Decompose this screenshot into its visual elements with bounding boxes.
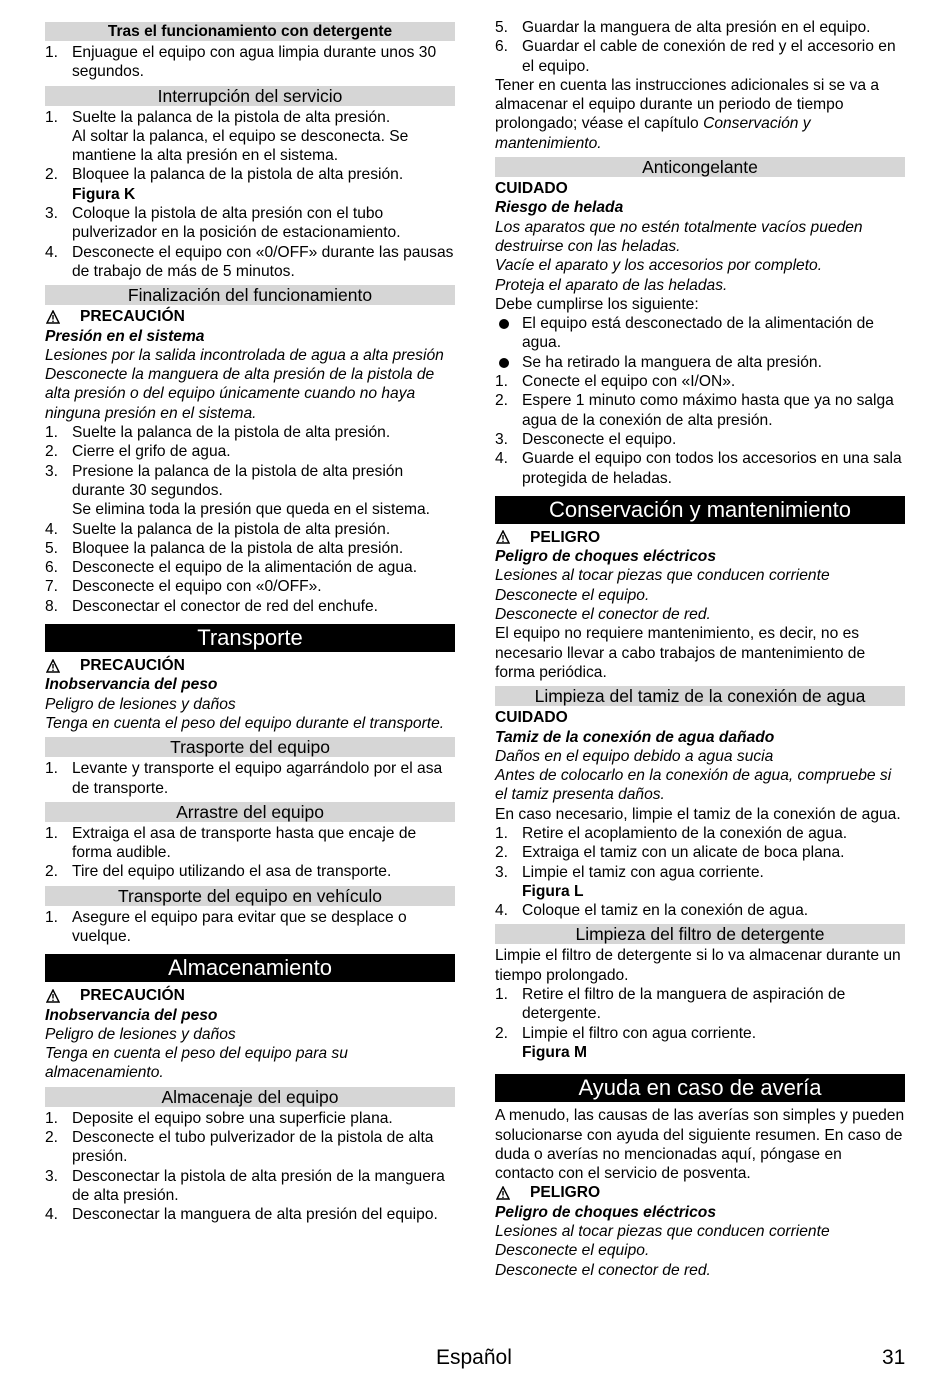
section-heading-transport-equipment: Trasporte del equipo (45, 737, 455, 757)
bullet-item (495, 314, 905, 353)
list-number: 8. (45, 597, 59, 615)
list-text: Limpie el tamiz con agua corriente. (522, 863, 764, 881)
bullet-text: El equipo está desconectado de la alimentación de agua. (522, 315, 874, 352)
list-item (495, 37, 905, 76)
list-item (45, 908, 455, 947)
list-item (495, 449, 905, 488)
list-item (45, 243, 455, 282)
list-item (45, 442, 455, 461)
list-text: Bloquee la palanca de la pistola de alta presión. (72, 166, 404, 184)
chapter-heading-maintenance: Conservación y mantenimiento (495, 496, 905, 524)
paragraph-text: A menudo, las causas de las averías son simples y pueden solucionarse con ayuda del siguiente resumen. En caso de duda o averías no mencionadas aquí, póngase en contacto con el servicio de posventa. (495, 1107, 905, 1183)
list-storage-continued (495, 18, 905, 76)
list-item (495, 372, 905, 391)
list-text: Desconecte el equipo. (522, 430, 677, 448)
list-text: Guardar el cable de conexión de red y el accesorio en el equipo. (522, 38, 896, 75)
warning-triangle-icon (496, 1186, 510, 1200)
hazard-text: Peligro de lesiones y daños (45, 695, 236, 713)
list-item (45, 423, 455, 442)
warning-triangle-icon (46, 659, 60, 673)
list-item (45, 759, 455, 798)
list-number: 3. (495, 430, 509, 448)
hazard-text: Desconecte el conector de red. (495, 1261, 711, 1279)
hazard-title: Riesgo de helada (495, 199, 624, 217)
hazard-title: Tamiz de la conexión de agua dañado (495, 728, 775, 746)
list-item (495, 863, 905, 902)
list-text: Guardar la manguera de alta presión en el equipo. (522, 19, 871, 36)
list-text: Desconectar la manguera de alta presión del equipo. (72, 1206, 438, 1224)
hazard-text: Daños en el equipo debido a agua sucia (495, 747, 774, 765)
list-item (45, 862, 455, 881)
hazard-title: Presión en el sistema (45, 327, 205, 345)
section-heading-sieve: Limpieza del tamiz de la conexión de agua (495, 686, 905, 706)
list-item (45, 165, 455, 204)
paragraph-storage-note (495, 76, 905, 153)
warning-word: PRECAUCIÓN (80, 987, 185, 1005)
hazard-text: Lesiones al tocar piezas que conducen corriente (495, 567, 830, 585)
list-text: Retire el filtro de la manguera de aspiración de detergente. (522, 986, 846, 1023)
bullet-dot-icon (499, 358, 509, 368)
list-text: Espere 1 minuto como máximo hasta que ya no salga agua de la conexión de alta presión. (522, 392, 894, 429)
list-text: Guarde el equipo con todos los accesorios en una sala protegida de heladas. (522, 450, 902, 487)
list-item (45, 43, 455, 82)
list-number: 7. (45, 578, 59, 596)
list-item (45, 824, 455, 863)
list-text: Desconecte el equipo con «0/OFF». (72, 578, 322, 596)
list-item (495, 430, 905, 449)
warning-word: CUIDADO (495, 709, 568, 727)
section-heading-detergent: Tras el funcionamiento con detergente (45, 22, 455, 41)
list-vehicle (45, 908, 455, 947)
warning-label (45, 986, 455, 1005)
warning-triangle-icon (46, 989, 60, 1003)
list-text: Asegure el equipo para evitar que se desplace o vuelque. (72, 908, 407, 945)
list-text: Desconecte el equipo de la alimentación de agua. (72, 559, 418, 577)
paragraph-text: El equipo no requiere mantenimiento, es decir, no es necesario llevar a cabo trabajos de mantenimiento de forma periódica. (495, 625, 866, 681)
list-number: 2. (495, 1024, 509, 1042)
figure-reference: Figura K (72, 185, 136, 203)
paragraph-text: En caso necesario, limpie el tamiz de la conexión de agua. (495, 805, 901, 823)
list-finish (45, 423, 455, 616)
section-heading-finish: Finalización del funcionamiento (45, 285, 455, 305)
hazard-title: Peligro de choques eléctricos (495, 548, 716, 566)
list-number: 2. (45, 443, 59, 461)
footer-language: Español (436, 1346, 512, 1369)
paragraph-text: Tener en cuenta las instrucciones adicionales si se va a almacenar el equipo durante un periodo de tiempo prolongado; véase el capítulo (495, 76, 879, 133)
hazard-text: Proteja el aparato de las heladas. (495, 276, 728, 294)
bullet-list-antifreeze (495, 314, 905, 372)
list-item (495, 985, 905, 1024)
section-heading-storage-equipment: Almacenaje del equipo (45, 1087, 455, 1107)
list-number: 4. (45, 1206, 59, 1224)
section-heading-filter: Limpieza del filtro de detergente (495, 924, 905, 944)
bullet-item (495, 353, 905, 372)
list-number: 4. (495, 902, 509, 920)
left-column (45, 18, 455, 1225)
list-number: 1. (495, 373, 509, 391)
list-storage-equipment (45, 1109, 455, 1225)
list-item (45, 1167, 455, 1206)
right-column (495, 18, 905, 1280)
list-item (495, 824, 905, 843)
list-number: 2. (45, 1129, 59, 1147)
list-transport-equipment (45, 759, 455, 798)
hazard-text: Antes de colocarlo en la conexión de agua, compruebe si el tamiz presenta daños. (495, 767, 892, 804)
list-number: 1. (495, 824, 509, 842)
paragraph-text: Limpie el filtro de detergente si lo va almacenar durante un tiempo prolongado. (495, 947, 901, 984)
chapter-heading-troubleshooting: Ayuda en caso de avería (495, 1074, 905, 1102)
list-text: Tire del equipo utilizando el asa de transporte. (72, 863, 392, 881)
list-item (45, 462, 455, 520)
list-text: Desconecte el equipo con «0/OFF» durante las pausas de trabajo de más de 5 minutos. (72, 243, 454, 280)
list-text: Limpie el filtro con agua corriente. (522, 1024, 757, 1042)
warning-word: CUIDADO (495, 180, 568, 198)
chapter-reference: Conservación y mantenimiento. (495, 115, 811, 152)
list-text: Extraiga el asa de transporte hasta que encaje de forma audible. (72, 824, 417, 862)
warning-word: PELIGRO (530, 1184, 601, 1202)
warning-triangle-icon (496, 530, 510, 544)
warning-word: PRECAUCIÓN (80, 657, 185, 675)
hazard-text: Tenga en cuenta el peso del equipo para su almacenamiento. (45, 1045, 348, 1082)
bullet-text: Se ha retirado la manguera de alta presión. (522, 353, 822, 371)
list-text: Suelte la palanca de la pistola de alta presión. (72, 424, 391, 442)
list-extra-text: Se elimina toda la presión que queda en el sistema. (72, 501, 431, 519)
list-number: 1. (45, 108, 59, 126)
list-number: 2. (495, 844, 509, 862)
hazard-text: Los aparatos que no estén totalmente vacíos pueden destruirse con las heladas. (495, 218, 863, 255)
list-number: 4. (495, 450, 509, 468)
list-number: 2. (495, 392, 509, 410)
list-text: Enjuague el equipo con agua limpia durante unos 30 segundos. (72, 44, 437, 81)
list-text: Cierre el grifo de agua. (72, 443, 231, 461)
list-number: 1. (45, 44, 59, 61)
section-heading-vehicle: Transporte del equipo en vehículo (45, 886, 455, 906)
list-item (45, 108, 455, 166)
hazard-text: Peligro de lesiones y daños (45, 1025, 236, 1043)
hazard-text: Desconecte el conector de red. (495, 606, 711, 624)
list-item (495, 18, 905, 37)
list-text: Suelte la palanca de la pistola de alta presión. (72, 108, 391, 126)
list-number: 3. (45, 1167, 59, 1185)
list-text: Levante y transporte el equipo agarrándolo por el asa de transporte. (72, 760, 443, 797)
list-number: 3. (45, 462, 59, 480)
list-number: 5. (495, 19, 509, 36)
list-text: Suelte la palanca de la pistola de alta presión. (72, 520, 391, 538)
list-number: 3. (45, 205, 59, 223)
list-number: 4. (45, 520, 59, 538)
figure-reference: Figura L (522, 882, 584, 900)
list-number: 1. (45, 760, 59, 778)
list-drag (45, 824, 455, 882)
list-text: Desconectar la pistola de alta presión de la manguera de alta presión. (72, 1167, 445, 1204)
list-text: Desconectar el conector de red del enchufe. (72, 597, 378, 615)
warning-label (495, 528, 905, 547)
warning-label (45, 307, 455, 326)
chapter-heading-transport: Transporte (45, 624, 455, 652)
list-text: Deposite el equipo sobre una superficie plana. (72, 1109, 393, 1127)
hazard-title: Inobservancia del peso (45, 1006, 218, 1024)
page-number: 31 (882, 1346, 906, 1369)
list-item (45, 597, 455, 616)
hazard-text: Desconecte el equipo. (495, 1242, 650, 1260)
paragraph-text: Debe cumplirse los siguiente: (495, 295, 699, 313)
list-item (45, 1128, 455, 1167)
list-item (45, 1205, 455, 1224)
figure-reference: Figura M (522, 1043, 587, 1061)
list-item (45, 204, 455, 243)
list-number: 1. (495, 986, 509, 1004)
list-text: Bloquee la palanca de la pistola de alta presión. (72, 539, 404, 557)
list-number: 2. (45, 863, 59, 881)
list-number: 4. (45, 243, 59, 261)
hazard-title: Peligro de choques eléctricos (495, 1203, 716, 1221)
hazard-text: Tenga en cuenta el peso del equipo durante el transporte. (45, 714, 445, 732)
list-item (495, 843, 905, 862)
list-item (45, 539, 455, 558)
list-number: 1. (45, 1109, 59, 1127)
section-heading-antifreeze: Anticongelante (495, 157, 905, 177)
list-item (45, 1109, 455, 1128)
list-number: 3. (495, 863, 509, 881)
list-item (495, 391, 905, 430)
warning-label (495, 1183, 905, 1202)
list-number: 1. (45, 824, 59, 842)
warning-label (45, 656, 455, 675)
list-number: 2. (45, 166, 59, 184)
list-text: Desconecte el tubo pulverizador de la pistola de alta presión. (72, 1129, 434, 1166)
hazard-text: Lesiones por la salida incontrolada de agua a alta presión (45, 346, 444, 364)
list-number: 6. (45, 559, 59, 577)
list-item (45, 577, 455, 596)
chapter-heading-storage: Almacenamiento (45, 954, 455, 982)
list-text: Presione la palanca de la pistola de alta presión durante 30 segundos. (72, 462, 404, 499)
list-item (495, 901, 905, 920)
hazard-text: Desconecte la manguera de alta presión de la pistola de alta presión o del equipo únicamente cuando no haya ninguna presión en el sistema. (45, 366, 435, 422)
list-number: 6. (495, 38, 509, 56)
hazard-title: Inobservancia del peso (45, 676, 218, 694)
list-text: Coloque la pistola de alta presión con el tubo pulverizador en la posición de estacionamiento. (72, 205, 401, 242)
bullet-dot-icon (499, 319, 509, 329)
list-text: Coloque el tamiz en la conexión de agua. (522, 902, 809, 920)
section-heading-drag: Arrastre del equipo (45, 802, 455, 822)
list-number: 5. (45, 539, 59, 557)
list-sieve (495, 824, 905, 920)
warning-word: PELIGRO (530, 528, 601, 546)
list-detergent (45, 43, 455, 82)
list-antifreeze (495, 372, 905, 488)
warning-triangle-icon (46, 310, 60, 324)
list-number: 1. (45, 908, 59, 926)
warning-word: PRECAUCIÓN (80, 308, 185, 326)
list-number: 1. (45, 424, 59, 442)
list-text: Conecte el equipo con «I/ON». (522, 373, 736, 391)
list-item (45, 520, 455, 539)
list-interruption (45, 108, 455, 282)
hazard-text: Lesiones al tocar piezas que conducen corriente (495, 1223, 830, 1241)
list-filter (495, 985, 905, 1062)
list-text: Retire el acoplamiento de la conexión de agua. (522, 824, 848, 842)
list-item (495, 1024, 905, 1063)
section-heading-interruption: Interrupción del servicio (45, 86, 455, 106)
list-item (45, 558, 455, 577)
list-extra-text: Al soltar la palanca, el equipo se desconecta. Se mantiene la alta presión en el sistema. (72, 127, 409, 165)
list-text: Extraiga el tamiz con un alicate de boca plana. (522, 844, 845, 862)
hazard-text: Desconecte el equipo. (495, 586, 650, 604)
hazard-text: Vacíe el aparato y los accesorios por completo. (495, 257, 823, 275)
